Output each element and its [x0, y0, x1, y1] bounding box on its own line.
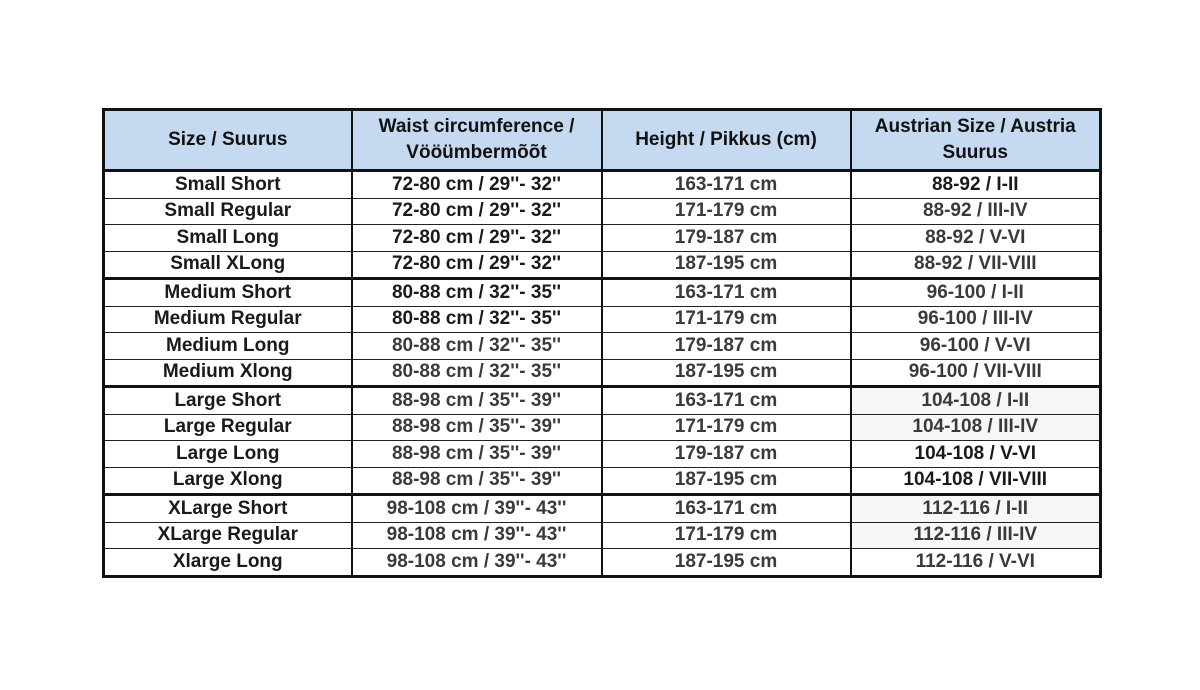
- austrian-size-cell: 104-108 / III-IV: [851, 414, 1101, 441]
- table-row: [104, 306, 1101, 333]
- height-cell: 163-171 cm: [602, 279, 851, 307]
- header-height: Height / Pikkus (cm): [602, 110, 851, 171]
- austrian-size-cell: 104-108 / I-II: [851, 387, 1101, 415]
- header-austrian-size: Austrian Size / Austria Suurus: [851, 110, 1101, 171]
- size-chart-table: [102, 108, 1102, 578]
- height-cell: 187-195 cm: [602, 467, 851, 495]
- size-cell: Medium Regular: [104, 306, 352, 333]
- table-row: [104, 549, 1101, 577]
- waist-cell: 72-80 cm / 29''- 32'': [352, 251, 602, 279]
- size-cell: Small Short: [104, 171, 352, 199]
- austrian-size-cell: 88-92 / I-II: [851, 171, 1101, 199]
- table-row: [104, 441, 1101, 468]
- table-row: [104, 198, 1101, 225]
- waist-cell: 88-98 cm / 35''- 39'': [352, 387, 602, 415]
- size-cell: Large Xlong: [104, 467, 352, 495]
- waist-cell: 88-98 cm / 35''- 39'': [352, 441, 602, 468]
- table-row: [104, 225, 1101, 252]
- table-row: [104, 414, 1101, 441]
- height-cell: 171-179 cm: [602, 522, 851, 549]
- size-cell: Large Short: [104, 387, 352, 415]
- waist-cell: 72-80 cm / 29''- 32'': [352, 225, 602, 252]
- size-cell: Medium Long: [104, 333, 352, 360]
- size-cell: XLarge Regular: [104, 522, 352, 549]
- table-row: [104, 279, 1101, 307]
- austrian-size-cell: 112-116 / III-IV: [851, 522, 1101, 549]
- table-row: [104, 171, 1101, 199]
- table-row: [104, 495, 1101, 523]
- waist-cell: 80-88 cm / 32''- 35'': [352, 306, 602, 333]
- austrian-size-cell: 96-100 / V-VI: [851, 333, 1101, 360]
- size-chart-body: [104, 171, 1101, 577]
- austrian-size-cell: 112-116 / V-VI: [851, 549, 1101, 577]
- austrian-size-cell: 112-116 / I-II: [851, 495, 1101, 523]
- size-cell: Large Long: [104, 441, 352, 468]
- austrian-size-cell: 88-92 / V-VI: [851, 225, 1101, 252]
- waist-cell: 88-98 cm / 35''- 39'': [352, 414, 602, 441]
- table-row: [104, 522, 1101, 549]
- waist-cell: 80-88 cm / 32''- 35'': [352, 359, 602, 387]
- waist-cell: 98-108 cm / 39''- 43'': [352, 522, 602, 549]
- austrian-size-cell: 96-100 / VII-VIII: [851, 359, 1101, 387]
- table-row: [104, 251, 1101, 279]
- height-cell: 179-187 cm: [602, 225, 851, 252]
- austrian-size-cell: 104-108 / V-VI: [851, 441, 1101, 468]
- table-row: [104, 333, 1101, 360]
- height-cell: 187-195 cm: [602, 549, 851, 577]
- waist-cell: 98-108 cm / 39''- 43'': [352, 549, 602, 577]
- size-cell: XLarge Short: [104, 495, 352, 523]
- austrian-size-cell: 96-100 / III-IV: [851, 306, 1101, 333]
- height-cell: 179-187 cm: [602, 441, 851, 468]
- austrian-size-cell: 88-92 / VII-VIII: [851, 251, 1101, 279]
- table-row: [104, 467, 1101, 495]
- waist-cell: 80-88 cm / 32''- 35'': [352, 333, 602, 360]
- austrian-size-cell: 88-92 / III-IV: [851, 198, 1101, 225]
- height-cell: 163-171 cm: [602, 387, 851, 415]
- height-cell: 179-187 cm: [602, 333, 851, 360]
- size-cell: Xlarge Long: [104, 549, 352, 577]
- table-row: [104, 387, 1101, 415]
- austrian-size-cell: 96-100 / I-II: [851, 279, 1101, 307]
- waist-cell: 72-80 cm / 29''- 32'': [352, 171, 602, 199]
- size-cell: Small Long: [104, 225, 352, 252]
- size-cell: Medium Short: [104, 279, 352, 307]
- height-cell: 187-195 cm: [602, 359, 851, 387]
- size-cell: Small XLong: [104, 251, 352, 279]
- waist-cell: 72-80 cm / 29''- 32'': [352, 198, 602, 225]
- header-waist: Waist circumference / Vööümbermõõt: [352, 110, 602, 171]
- waist-cell: 98-108 cm / 39''- 43'': [352, 495, 602, 523]
- size-cell: Large Regular: [104, 414, 352, 441]
- height-cell: 187-195 cm: [602, 251, 851, 279]
- waist-cell: 80-88 cm / 32''- 35'': [352, 279, 602, 307]
- height-cell: 171-179 cm: [602, 306, 851, 333]
- header-size: Size / Suurus: [104, 110, 352, 171]
- size-cell: Medium Xlong: [104, 359, 352, 387]
- table-row: [104, 359, 1101, 387]
- waist-cell: 88-98 cm / 35''- 39'': [352, 467, 602, 495]
- size-cell: Small Regular: [104, 198, 352, 225]
- austrian-size-cell: 104-108 / VII-VIII: [851, 467, 1101, 495]
- height-cell: 171-179 cm: [602, 198, 851, 225]
- header-row: [104, 110, 1101, 171]
- size-chart-header: [104, 110, 1101, 171]
- height-cell: 163-171 cm: [602, 495, 851, 523]
- height-cell: 171-179 cm: [602, 414, 851, 441]
- height-cell: 163-171 cm: [602, 171, 851, 199]
